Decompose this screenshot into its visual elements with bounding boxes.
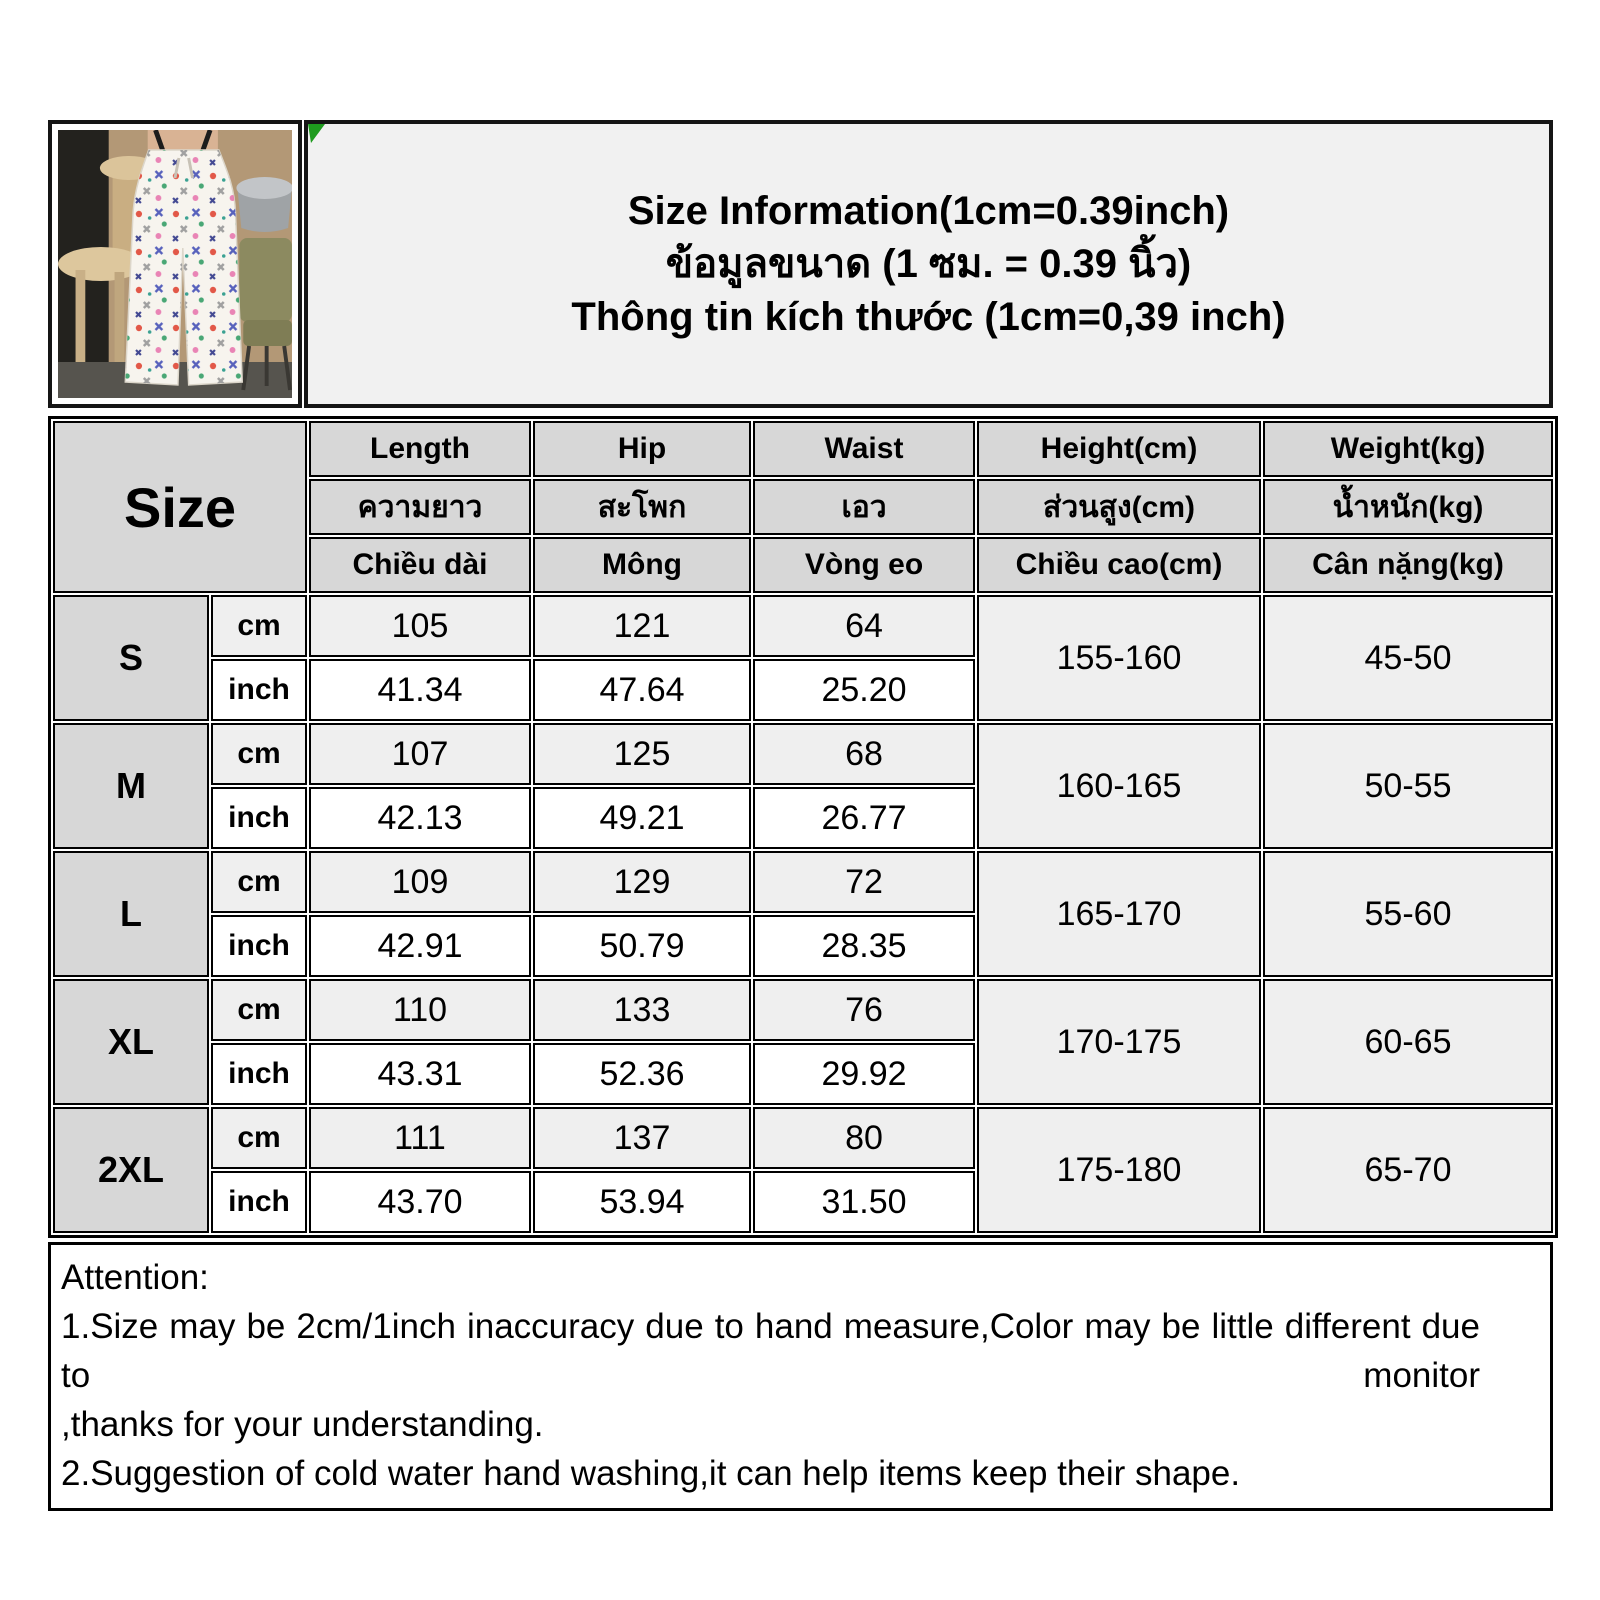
value-m-waist-inch: 26.77 bbox=[753, 787, 975, 849]
size-label-s: S bbox=[53, 595, 209, 721]
title-thai: ข้อมูลขนาด (1 ซม. = 0.39 นิ้ว) bbox=[665, 241, 1192, 286]
size-label-xl: XL bbox=[53, 979, 209, 1105]
col-header-length-th: ความยาว bbox=[309, 479, 531, 535]
value-s-waist-inch: 25.20 bbox=[753, 659, 975, 721]
unit-label-inch: inch bbox=[211, 787, 307, 849]
value-s-height: 155-160 bbox=[977, 595, 1261, 721]
size-label-m: M bbox=[53, 723, 209, 849]
col-header-height-vi: Chiều cao(cm) bbox=[977, 537, 1261, 593]
value-m-hip-cm: 125 bbox=[533, 723, 751, 785]
size-header-cell: Size bbox=[53, 421, 307, 593]
col-header-hip-en: Hip bbox=[533, 421, 751, 477]
value-m-length-inch: 42.13 bbox=[309, 787, 531, 849]
value-xl-waist-inch: 29.92 bbox=[753, 1043, 975, 1105]
col-header-height-en: Height(cm) bbox=[977, 421, 1261, 477]
value-l-weight: 55-60 bbox=[1263, 851, 1553, 977]
col-header-hip-th: สะโพก bbox=[533, 479, 751, 535]
unit-label-inch: inch bbox=[211, 915, 307, 977]
row-m-cm bbox=[53, 723, 1553, 785]
value-2xl-length-cm: 111 bbox=[309, 1107, 531, 1169]
unit-label-inch: inch bbox=[211, 1043, 307, 1105]
value-l-height: 165-170 bbox=[977, 851, 1261, 977]
col-header-waist-vi: Vòng eo bbox=[753, 537, 975, 593]
unit-label-inch: inch bbox=[211, 1171, 307, 1233]
corner-triangle-icon bbox=[308, 124, 328, 144]
attention-line-1: 1.Size may be 2cm/1inch inaccuracy due to hand measure,Color may be little different due to monitor bbox=[61, 1307, 1480, 1395]
col-header-length-en: Length bbox=[309, 421, 531, 477]
value-m-weight: 50-55 bbox=[1263, 723, 1553, 849]
size-label-l: L bbox=[53, 851, 209, 977]
col-header-weight-vi: Cân nặng(kg) bbox=[1263, 537, 1553, 593]
value-l-hip-inch: 50.79 bbox=[533, 915, 751, 977]
attention-line-3: 2.Suggestion of cold water hand washing,it can help items keep their shape. bbox=[61, 1454, 1241, 1493]
value-2xl-waist-cm: 80 bbox=[753, 1107, 975, 1169]
value-xl-weight: 60-65 bbox=[1263, 979, 1553, 1105]
attention-line-2: ,thanks for your understanding. bbox=[61, 1405, 544, 1444]
unit-label-cm: cm bbox=[211, 851, 307, 913]
value-xl-waist-cm: 76 bbox=[753, 979, 975, 1041]
unit-label-cm: cm bbox=[211, 1107, 307, 1169]
value-l-waist-inch: 28.35 bbox=[753, 915, 975, 977]
col-header-hip-vi: Mông bbox=[533, 537, 751, 593]
row-l-cm bbox=[53, 851, 1553, 913]
value-m-height: 160-165 bbox=[977, 723, 1261, 849]
row-2xl-cm bbox=[53, 1107, 1553, 1169]
value-xl-hip-cm: 133 bbox=[533, 979, 751, 1041]
header-row-en bbox=[53, 421, 1553, 477]
row-s-cm bbox=[53, 595, 1553, 657]
size-table bbox=[48, 416, 1558, 1238]
value-2xl-length-inch: 43.70 bbox=[309, 1171, 531, 1233]
value-xl-length-inch: 43.31 bbox=[309, 1043, 531, 1105]
top-section bbox=[48, 120, 1553, 408]
value-l-hip-cm: 129 bbox=[533, 851, 751, 913]
attention-section bbox=[48, 1242, 1553, 1511]
title-vietnamese: Thông tin kích thước (1cm=0,39 inch) bbox=[571, 294, 1286, 339]
value-s-hip-cm: 121 bbox=[533, 595, 751, 657]
value-2xl-hip-cm: 137 bbox=[533, 1107, 751, 1169]
unit-label-cm: cm bbox=[211, 979, 307, 1041]
unit-label-cm: cm bbox=[211, 595, 307, 657]
value-l-waist-cm: 72 bbox=[753, 851, 975, 913]
attention-title: Attention: bbox=[61, 1258, 209, 1297]
value-s-length-cm: 105 bbox=[309, 595, 531, 657]
value-l-length-cm: 109 bbox=[309, 851, 531, 913]
unit-label-inch: inch bbox=[211, 659, 307, 721]
unit-label-cm: cm bbox=[211, 723, 307, 785]
value-s-hip-inch: 47.64 bbox=[533, 659, 751, 721]
value-s-length-inch: 41.34 bbox=[309, 659, 531, 721]
title-english: Size Information(1cm=0.39inch) bbox=[627, 188, 1230, 233]
value-xl-hip-inch: 52.36 bbox=[533, 1043, 751, 1105]
col-header-length-vi: Chiều dài bbox=[309, 537, 531, 593]
value-m-waist-cm: 68 bbox=[753, 723, 975, 785]
value-s-waist-cm: 64 bbox=[753, 595, 975, 657]
product-photo-illustration bbox=[58, 130, 292, 398]
size-chart-page bbox=[48, 120, 1553, 1511]
value-m-length-cm: 107 bbox=[309, 723, 531, 785]
value-s-weight: 45-50 bbox=[1263, 595, 1553, 721]
col-header-waist-en: Waist bbox=[753, 421, 975, 477]
value-xl-height: 170-175 bbox=[977, 979, 1261, 1105]
value-m-hip-inch: 49.21 bbox=[533, 787, 751, 849]
col-header-weight-en: Weight(kg) bbox=[1263, 421, 1553, 477]
value-2xl-waist-inch: 31.50 bbox=[753, 1171, 975, 1233]
row-xl-cm bbox=[53, 979, 1553, 1041]
value-xl-length-cm: 110 bbox=[309, 979, 531, 1041]
col-header-height-th: ส่วนสูง(cm) bbox=[977, 479, 1261, 535]
title-panel bbox=[304, 120, 1553, 408]
size-label-2xl: 2XL bbox=[53, 1107, 209, 1233]
col-header-waist-th: เอว bbox=[753, 479, 975, 535]
value-l-length-inch: 42.91 bbox=[309, 915, 531, 977]
value-2xl-hip-inch: 53.94 bbox=[533, 1171, 751, 1233]
value-2xl-height: 175-180 bbox=[977, 1107, 1261, 1233]
value-2xl-weight: 65-70 bbox=[1263, 1107, 1553, 1233]
product-photo bbox=[48, 120, 302, 408]
col-header-weight-th: น้ำหนัก(kg) bbox=[1263, 479, 1553, 535]
